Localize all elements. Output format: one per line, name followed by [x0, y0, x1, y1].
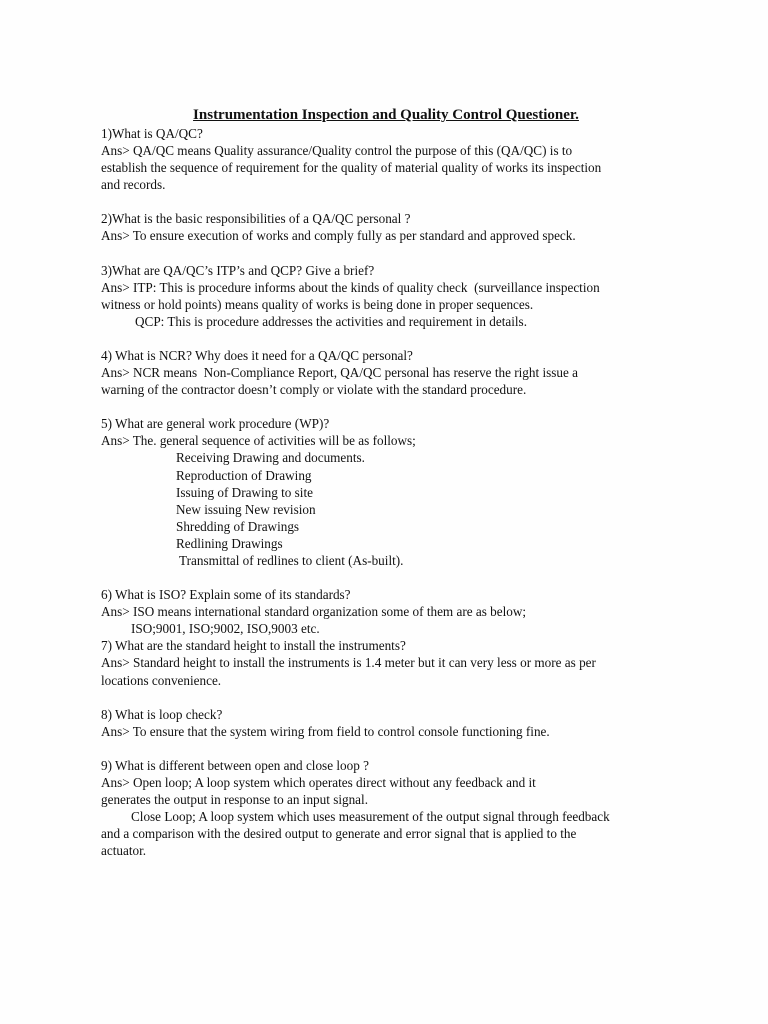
question-1: 1)What is QA/QC? — [101, 126, 203, 141]
answer-9-line-3: Close Loop; A loop system which uses measurement of the output signal through feedback — [131, 809, 610, 825]
paragraph-gap — [101, 330, 671, 347]
answer-5-line-1: Ans> The. general sequence of activities will be as follows; — [101, 433, 416, 449]
wp-list-item: Issuing of Drawing to site — [176, 484, 313, 500]
wp-list-item: Transmittal of redlines to client (As-built). — [176, 552, 404, 568]
answer-6-line-2: ISO;9001, ISO;9002, ISO,9003 etc. — [131, 621, 320, 637]
wp-list-item: Redlining Drawings — [176, 535, 283, 551]
question-2: 2)What is the basic responsibilities of a QA/QC personal ? — [101, 211, 411, 227]
answer-7-line-2: locations convenience. — [101, 672, 222, 688]
answer-4-line-1: Ans> NCR means Non-Compliance Report, QA/QC personal has reserve the right issue a — [101, 365, 578, 381]
question-8: 8) What is loop check? — [101, 706, 223, 722]
answer-9-line-4: and a comparison with the desired output to generate and error signal that is applied to the — [101, 826, 577, 842]
answer-7-line-1: Ans> Standard height to install the instruments is 1.4 meter but it can very less or more as per — [101, 655, 596, 671]
answer-8-line-1: Ans> To ensure that the system wiring from field to control console functioning fine. — [101, 723, 550, 739]
paragraph-gap — [101, 245, 671, 262]
question-6: 6) What is ISO? Explain some of its standards? — [101, 587, 351, 603]
answer-1-line-3: and records. — [101, 177, 166, 193]
wp-list-item: Reproduction of Drawing — [176, 467, 312, 483]
paragraph-gap — [101, 398, 671, 415]
answer-1-line-1: Ans> QA/QC means Quality assurance/Quality control the purpose of this (QA/QC) is to — [101, 143, 573, 159]
question-7: 7) What are the standard height to install the instruments? — [101, 638, 406, 654]
paragraph-gap — [101, 569, 671, 586]
question-3: 3)What are QA/QC’s ITP’s and QCP? Give a brief? — [101, 262, 375, 278]
answer-3-line-3: QCP: This is procedure addresses the activities and requirement in details. — [135, 313, 527, 329]
paragraph-gap — [101, 193, 671, 210]
wp-list-item: New issuing New revision — [176, 501, 316, 517]
answer-3-line-2: witness or hold points) means quality of works is being done in proper sequences. — [101, 296, 534, 312]
document-title: Instrumentation Inspection and Quality Control Questioner. — [193, 107, 579, 123]
answer-6-line-1: Ans> ISO means international standard organization some of them are as below; — [101, 604, 527, 620]
wp-list-item: Receiving Drawing and documents. — [176, 450, 365, 466]
question-5: 5) What are general work procedure (WP)? — [101, 416, 330, 432]
answer-9-line-2: generates the output in response to an input signal. — [101, 792, 368, 807]
question-4: 4) What is NCR? Why does it need for a QA/QC personal? — [101, 347, 413, 363]
question-9: 9) What is different between open and close loop ? — [101, 757, 369, 773]
answer-9-line-1: Ans> Open loop; A loop system which operates direct without any feedback and it — [101, 774, 536, 790]
wp-list-item: Shredding of Drawings — [176, 518, 300, 534]
document-body — [101, 106, 671, 859]
paragraph-gap — [101, 689, 671, 706]
paragraph-gap — [101, 740, 671, 757]
answer-4-line-2: warning of the contractor doesn’t comply or violate with the standard procedure. — [101, 382, 527, 398]
answer-2-line-1: Ans> To ensure execution of works and comply fully as per standard and approved speck. — [101, 228, 576, 244]
answer-3-line-1: Ans> ITP: This is procedure informs about the kinds of quality check (surveillance inspection — [101, 279, 600, 295]
answer-9-line-5: actuator. — [101, 843, 147, 859]
answer-1-line-2: establish the sequence of requirement for the quality of material quality of works its inspection — [101, 160, 602, 176]
